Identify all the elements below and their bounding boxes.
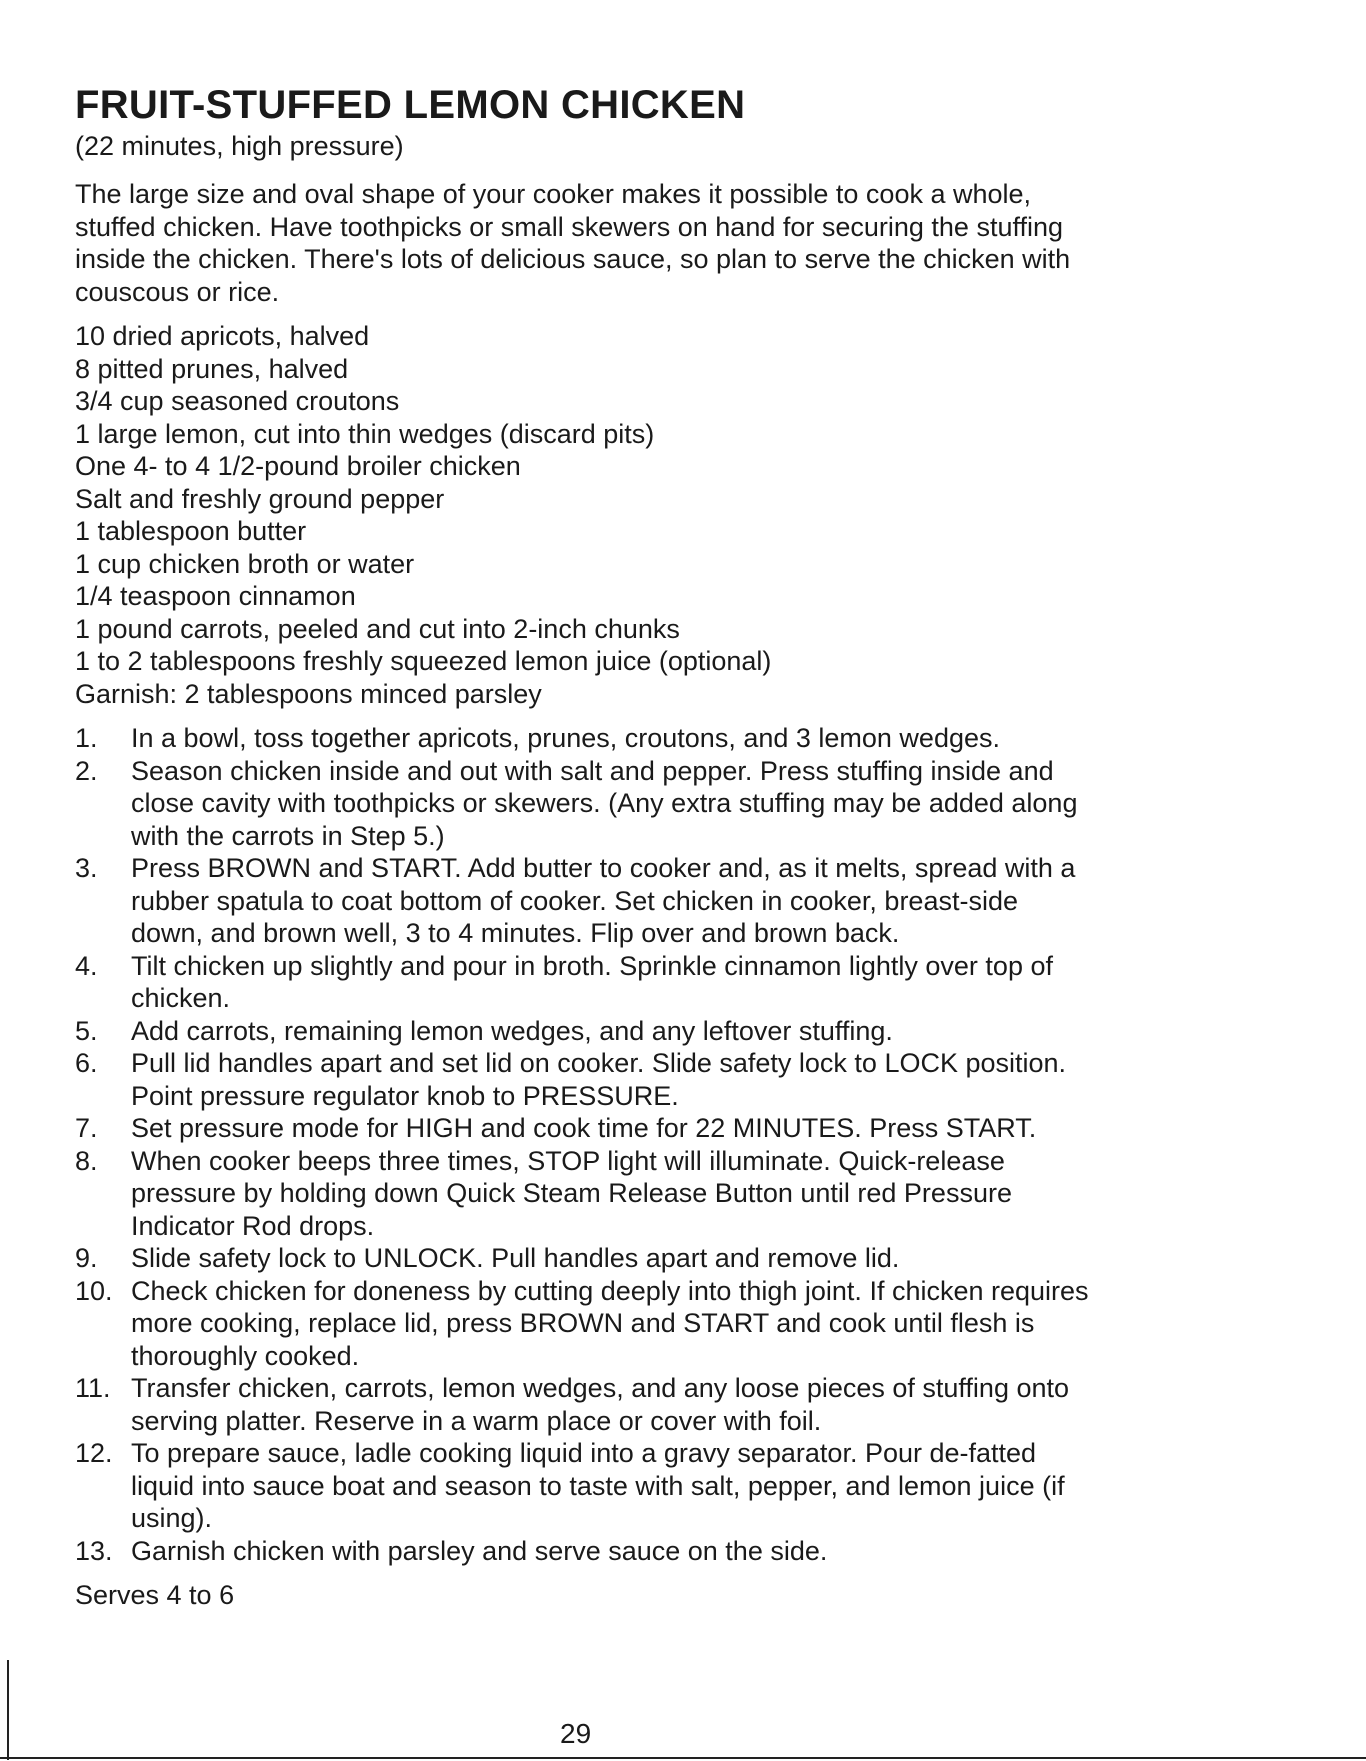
step-text: Tilt chicken up slightly and pour in broth. Sprinkle cinnamon lightly over top of chicken. — [131, 950, 1053, 1013]
step-item — [75, 1242, 1095, 1275]
recipe-page — [75, 82, 1095, 1611]
step-number: 4. — [75, 950, 98, 981]
step-number: 2. — [75, 755, 98, 786]
step-item — [75, 1145, 1095, 1243]
ingredient-item: 1 cup chicken broth or water — [75, 548, 415, 579]
step-item — [75, 1535, 1095, 1568]
step-text: In a bowl, toss together apricots, prunes, croutons, and 3 lemon wedges. — [131, 723, 1000, 753]
step-text: Slide safety lock to UNLOCK. Pull handles apart and remove lid. — [131, 1243, 900, 1273]
bottom-divider — [0, 1757, 1366, 1759]
step-item — [75, 755, 1095, 853]
ingredient-item: 1/4 teaspoon cinnamon — [75, 581, 356, 611]
step-item — [75, 1372, 1095, 1437]
ingredient-item: Salt and freshly ground pepper — [75, 483, 445, 514]
step-number: 11. — [75, 1373, 111, 1403]
step-number: 12. — [75, 1438, 113, 1468]
step-text: Press BROWN and START. Add butter to cooker and, as it melts, spread with a rubber spatula to coat bottom of cooker. Set chicken in cooker, breast-side down, and brown well, 3 to 4 minutes. Flip over and brown back. — [131, 853, 1076, 948]
ingredient-item: 3/4 cup seasoned croutons — [75, 386, 400, 416]
recipe-title: FRUIT-STUFFED LEMON CHICKEN — [75, 83, 746, 127]
step-list — [75, 722, 1095, 1567]
ingredient-item: 1 tablespoon butter — [75, 516, 307, 546]
ingredient-item: 1 large lemon, cut into thin wedges (discard pits) — [75, 418, 655, 449]
page-number: 29 — [560, 1718, 592, 1749]
recipe-intro: The large size and oval shape of your cooker makes it possible to cook a whole, stuffed chicken. Have toothpicks or small skewers on hand for securing the stuffing inside the chicken. There's lots of delicious sauce, so plan to serve the chicken with couscous or rice. — [75, 179, 1071, 307]
step-text: Garnish chicken with parsley and serve sauce on the side. — [131, 1535, 828, 1566]
step-number: 10. — [75, 1275, 113, 1306]
ingredient-item: Garnish: 2 tablespoons minced parsley — [75, 678, 542, 709]
step-number: 3. — [75, 853, 98, 883]
ingredient-item: 10 dried apricots, halved — [75, 321, 370, 351]
step-text: Set pressure mode for HIGH and cook time for 22 MINUTES. Press START. — [131, 1113, 1037, 1143]
ingredient-item: 1 pound carrots, peeled and cut into 2-inch chunks — [75, 613, 680, 644]
step-number: 6. — [75, 1048, 98, 1078]
recipe-subtitle: (22 minutes, high pressure) — [75, 131, 404, 161]
ingredient-item: One 4- to 4 1/2-pound broiler chicken — [75, 451, 521, 481]
step-item — [75, 1437, 1095, 1535]
ingredient-list — [75, 320, 1095, 710]
step-text: To prepare sauce, ladle cooking liquid into a gravy separator. Pour de-fatted liquid into sauce boat and season to taste with salt, pepper, and lemon juice (if using). — [131, 1438, 1065, 1533]
serves-note: Serves 4 to 6 — [75, 1580, 235, 1610]
margin-mark — [7, 1660, 9, 1760]
ingredient-item: 1 to 2 tablespoons freshly squeezed lemon juice (optional) — [75, 646, 772, 676]
step-item — [75, 1015, 1095, 1048]
step-item — [75, 722, 1095, 755]
step-number: 7. — [75, 1113, 98, 1143]
step-text: Transfer chicken, carrots, lemon wedges, and any loose pieces of stuffing onto serving platter. Reserve in a warm place or cover with foil. — [131, 1373, 1070, 1436]
step-text: Check chicken for doneness by cutting deeply into thigh joint. If chicken requires more cooking, replace lid, press BROWN and START and cook until flesh is thoroughly cooked. — [131, 1275, 1089, 1371]
step-item — [75, 852, 1095, 950]
step-item — [75, 1047, 1095, 1112]
step-number: 8. — [75, 1145, 98, 1176]
step-number: 1. — [75, 723, 98, 753]
step-number: 9. — [75, 1243, 98, 1273]
step-text: Add carrots, remaining lemon wedges, and any leftover stuffing. — [131, 1015, 893, 1046]
step-text: Season chicken inside and out with salt and pepper. Press stuffing inside and close cavity with toothpicks or skewers. (Any extra stuffing may be added along with the carrots in Step 5.) — [131, 755, 1078, 851]
step-number: 13. — [75, 1535, 113, 1566]
ingredient-item: 8 pitted prunes, halved — [75, 353, 349, 384]
step-number: 5. — [75, 1015, 98, 1046]
step-item — [75, 950, 1095, 1015]
step-text: Pull lid handles apart and set lid on cooker. Slide safety lock to LOCK position. Point pressure regulator knob to PRESSURE. — [131, 1048, 1067, 1111]
step-text: When cooker beeps three times, STOP light will illuminate. Quick-release pressure by holding down Quick Steam Release Button until red Pressure Indicator Rod drops. — [131, 1145, 1012, 1241]
step-item — [75, 1275, 1095, 1373]
step-item — [75, 1112, 1095, 1145]
